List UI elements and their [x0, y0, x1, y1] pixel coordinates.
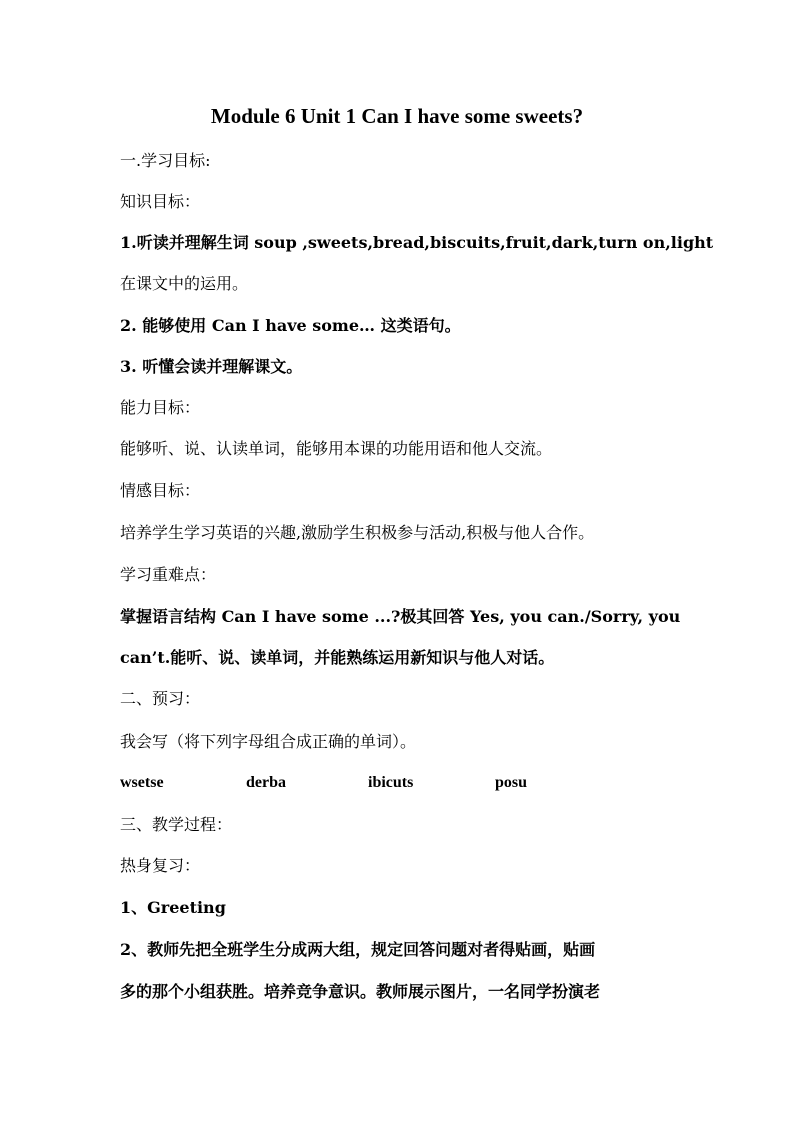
- section-heading-preview: 二、预习：: [120, 689, 201, 708]
- key-points-heading: 学习重难点：: [120, 565, 217, 584]
- key-points-text-continued: can’t.能听、说、读单词，并能熟练运用新知识与他人对话。: [120, 648, 555, 667]
- scrambled-word: ibicuts: [368, 774, 414, 791]
- knowledge-item-2: 2. 能够使用 Can I have some… 这类语句。: [120, 316, 461, 335]
- knowledge-objectives-heading: 知识目标：: [120, 192, 201, 211]
- key-points-text: 掌握语言结构 Can I have some ...?极其回答 Yes, you can./Sorry, you: [120, 607, 681, 626]
- emotion-objectives-text: 培养学生学习英语的兴趣,激励学生积极参与活动,积极与他人合作。: [120, 523, 595, 542]
- knowledge-item-1: 1.听读并理解生词 soup ,sweets,bread,biscuits,fruit,dark,turn on,light: [120, 233, 714, 252]
- scrambled-word: posu: [495, 774, 528, 791]
- preview-instruction: 我会写（将下列字母组合成正确的单词）。: [120, 732, 417, 751]
- section-heading-objectives: 一.学习目标:: [120, 151, 211, 170]
- scrambled-words-row: [120, 772, 680, 794]
- ability-objectives-text: 能够听、说、认读单词，能够用本课的功能用语和他人交流。: [120, 439, 553, 458]
- scrambled-word: wsetse: [120, 774, 164, 791]
- step-2: 2、教师先把全班学生分成两大组，规定回答问题对者得贴画，贴画: [120, 940, 596, 959]
- ability-objectives-heading: 能力目标：: [120, 398, 201, 417]
- warmup-heading: 热身复习：: [120, 856, 201, 875]
- emotion-objectives-heading: 情感目标：: [120, 481, 201, 500]
- knowledge-item-3: 3. 听懂会读并理解课文。: [120, 357, 303, 376]
- knowledge-item-1-continued: 在课文中的运用。: [120, 274, 249, 293]
- step-1: 1、Greeting: [120, 898, 226, 917]
- step-2-continued: 多的那个小组获胜。培养竞争意识。教师展示图片，一名同学扮演老: [120, 982, 601, 1001]
- scrambled-word: derba: [246, 774, 286, 791]
- document-title: Module 6 Unit 1 Can I have some sweets?: [210, 104, 584, 128]
- section-heading-teaching-process: 三、教学过程：: [120, 815, 233, 834]
